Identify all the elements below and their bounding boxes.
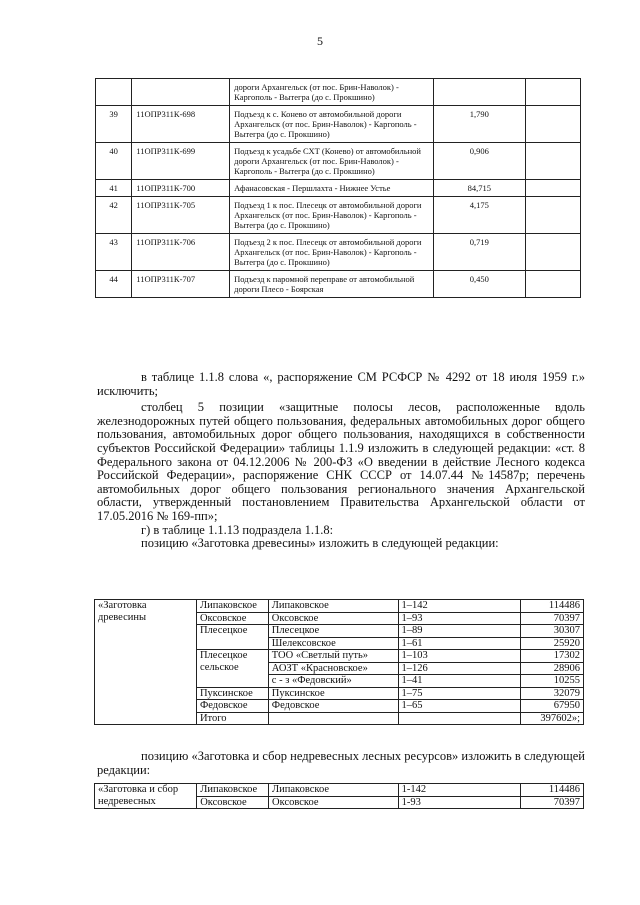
area-value: 28906 [521,662,584,675]
quarter-range: 1–75 [398,687,521,700]
area-value: 25920 [521,637,584,650]
total-label: Итого [196,712,268,725]
district-name: АОЗТ «Красновское» [268,662,398,675]
row-number: 39 [96,106,132,143]
table-row [96,106,581,143]
forestry-name: Оксовское [197,796,269,809]
road-code: 11ОПР311К-706 [132,234,230,271]
paragraph-wood-harvest: позицию «Заготовка древесины» изложить в следующей редакции: [141,536,499,551]
road-name: Подъезд 1 к пос. Плесецк от автомобильной дороги Архангельск (от пос. Брин-Наволок) - Каргополь - Вытегра (до с. Прокшино) [230,197,434,234]
table-row [96,197,581,234]
road-name: дороги Архангельск (от пос. Брин-Наволок) - Каргополь - Вытегра (до с. Прокшино) [230,79,434,106]
paragraph-table-1-1-9: столбец 5 позиции «защитные полосы лесов, расположенные вдоль железнодорожных путей общего пользования, федеральных автомобильных дорог общего пользования, автомобильных дорог общего пользования, находящихся в собственности субъектов Российской Федерации» таблицы 1.1.9 изложить в следующей редакции: «ст. 8 Федерального закона от 04.12.2006 № 200-ФЗ «О введении в действие Лесного кодекса Российской Федерации», распоряжение СНК СССР от 14.07.44 №14587р; перечень автомобильных дорог общего пользования регионального значения Архангельской области, утвержденный постановлением Правительства Архангельской области от 17.05.2016 № 169-пп»; [97,400,585,523]
district-name: Шелексовское [268,637,398,650]
road-length: 4,175 [433,197,525,234]
activity-label: «Заготовка и сбор недревесных [95,784,197,809]
table-row [96,79,581,106]
empty-cell [525,79,580,106]
quarter-range: 1–126 [398,662,521,675]
empty-cell [525,106,580,143]
row-number: 42 [96,197,132,234]
area-value: 67950 [521,700,584,713]
empty-cell [525,234,580,271]
district-name: Оксовское [268,612,398,625]
wood-harvest-table [94,599,584,725]
paragraph-table-1-1-8: в таблице 1.1.8 слова «, распоряжение СМ РСФСР № 4292 от 18 июля 1959 г.» исключить; [97,370,585,398]
area-value: 32079 [521,687,584,700]
forestry-name: Липаковское [197,784,269,797]
district-name: ТОО «Светлый путь» [268,650,398,663]
road-length: 84,715 [433,180,525,197]
road-name: Подъезд 2 к пос. Плесецк от автомобильной дороги Архангельск (от пос. Брин-Наволок) - Каргополь - Вытегра (до с. Прокшино) [230,234,434,271]
road-length [433,79,525,106]
district-name: Федовское [268,700,398,713]
area-value: 114486 [521,600,584,613]
page-number: 5 [317,34,323,48]
nonwood-table [94,783,584,809]
district-name: с - з «Федовский» [268,675,398,688]
table-row [96,180,581,197]
activity-label: «Заготовка древесины [95,600,197,725]
road-length: 0,719 [433,234,525,271]
road-code: 11ОПР311К-698 [132,106,230,143]
body-text [97,371,585,551]
empty-cell [525,180,580,197]
paragraph-table-1-1-13: г) в таблице 1.1.13 подраздела 1.1.8: [141,522,334,537]
table-row [96,271,581,298]
table-row [95,600,584,613]
quarter-range: 1-93 [398,796,521,809]
table-row [96,234,581,271]
quarter-range: 1–65 [398,700,521,713]
road-name: Подъезд к паромной переправе от автомобильной дороги Плесо - Боярская [230,271,434,298]
quarter-range: 1–93 [398,612,521,625]
forestry-name: Плесецкое [196,625,268,650]
road-length: 0,450 [433,271,525,298]
forestry-name: Плесецкое сельское [196,650,268,688]
empty-cell [398,712,521,725]
total-value: 397602»; [521,712,584,725]
forestry-name: Федовское [196,700,268,713]
quarter-range: 1–61 [398,637,521,650]
row-number: 40 [96,143,132,180]
road-code: 11ОПР311К-707 [132,271,230,298]
empty-cell [268,712,398,725]
road-code: 11ОПР311К-700 [132,180,230,197]
row-number [96,79,132,106]
forestry-name: Пуксинское [196,687,268,700]
district-name: Пуксинское [268,687,398,700]
area-value: 17302 [521,650,584,663]
paragraph-nonwood-text: позицию «Заготовка и сбор недревесных лесных ресурсов» изложить в следующей редакции: [97,749,585,777]
quarter-range: 1–89 [398,625,521,638]
area-value: 70397 [521,612,584,625]
empty-cell [525,271,580,298]
table-row [95,784,584,797]
paragraph-nonwood [97,750,585,777]
quarter-range: 1–41 [398,675,521,688]
district-name: Липаковское [269,784,399,797]
row-number: 41 [96,180,132,197]
forestry-name: Липаковское [196,600,268,613]
row-number: 44 [96,271,132,298]
quarter-range: 1-142 [398,784,521,797]
road-length: 0,906 [433,143,525,180]
district-name: Липаковское [268,600,398,613]
forestry-name: Оксовское [196,612,268,625]
road-code: 11ОПР311К-705 [132,197,230,234]
empty-cell [525,143,580,180]
empty-cell [525,197,580,234]
area-value: 70397 [521,796,584,809]
table-row [96,143,581,180]
quarter-range: 1–142 [398,600,521,613]
road-name: Подъезд к усадьбе СХТ (Конево) от автомобильной дороги Архангельск (от пос. Брин-Наволок) - Каргополь - Вытегра (до с. Прокшино) [230,143,434,180]
area-value: 30307 [521,625,584,638]
district-name: Оксовское [269,796,399,809]
area-value: 114486 [521,784,584,797]
road-name: Афанасовская - Першлахта - Нижнее Устье [230,180,434,197]
row-number: 43 [96,234,132,271]
road-code: 11ОПР311К-699 [132,143,230,180]
road-length: 1,790 [433,106,525,143]
road-code [132,79,230,106]
quarter-range: 1–103 [398,650,521,663]
roads-table [95,78,581,298]
district-name: Плесецкое [268,625,398,638]
area-value: 10255 [521,675,584,688]
road-name: Подъезд к с. Конево от автомобильной дороги Архангельск (от пос. Брин-Наволок) - Каргополь - Вытегра (до с. Прокшино) [230,106,434,143]
